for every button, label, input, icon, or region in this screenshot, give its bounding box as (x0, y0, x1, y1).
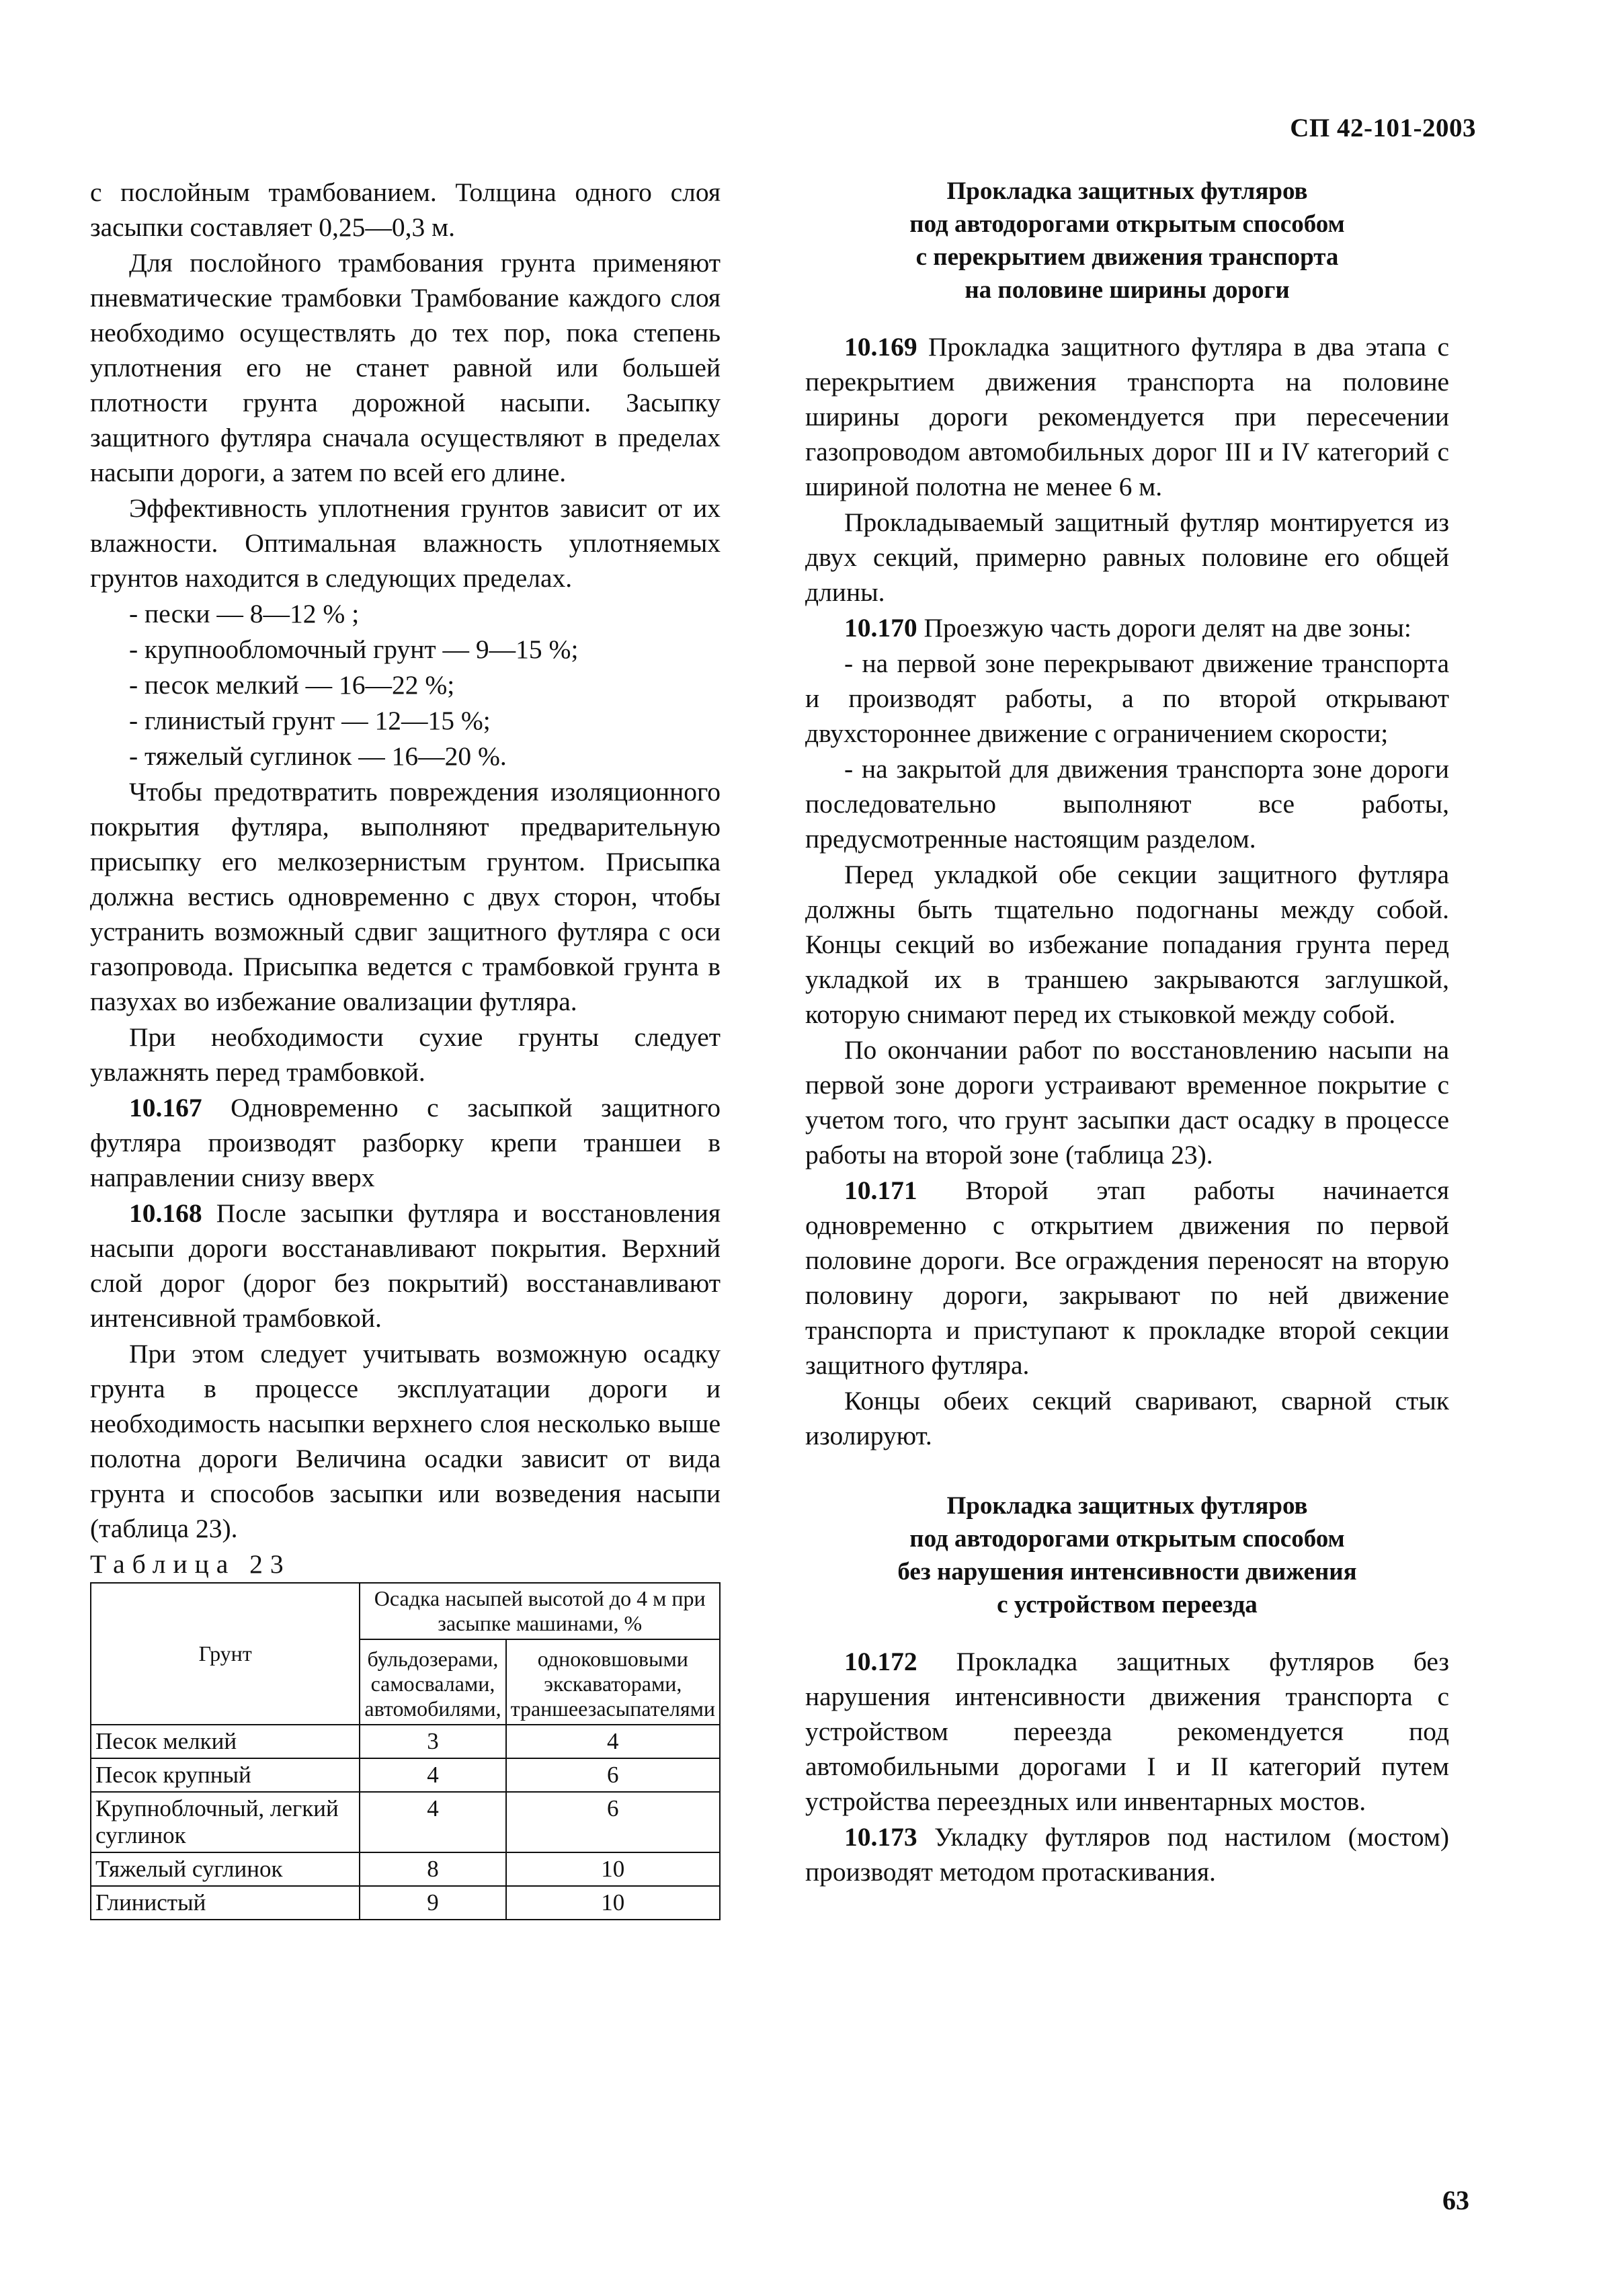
clause-10-171 (805, 1173, 1449, 1383)
table-23 (90, 1582, 721, 1920)
cell-value-a: 4 (360, 1758, 505, 1792)
table-row (91, 1758, 720, 1792)
cell-soil: Тяжелый суглинок (91, 1852, 360, 1886)
clause-number: 10.173 (844, 1822, 917, 1852)
clause-10-170 (805, 610, 1449, 645)
page-number: 63 (1442, 2185, 1469, 2215)
paragraph: Прокладываемый защитный футляр монтируется из двух секций, примерно равных половине его общей длины. (805, 507, 1449, 607)
cell-value-a: 3 (360, 1725, 505, 1758)
section-heading (805, 175, 1449, 306)
heading-line: под автодорогами открытым способом (909, 1525, 1345, 1553)
paragraph: Для послойного трамбования грунта применяют пневматические трамбовки Трамбование каждого слоя необходимо осуществлять до тех пор, пока степень уплотнения его не станет равной или большей плотности грунта дорожной насыпи. Засыпку защитного футляра сначала осуществляют в пределах насыпи дороги, а затем по всей его длине. (90, 248, 721, 487)
right-column (805, 175, 1449, 1890)
clause-10-167 (90, 1090, 721, 1195)
paragraph: с послойным трамбованием. Толщина одного слоя засыпки составляет 0,25—0,3 м. (90, 177, 721, 242)
clause-text: Укладку футляров под настилом (мостом) производят методом протаскивания. (805, 1822, 1449, 1887)
cell-value-b: 10 (506, 1852, 720, 1886)
clause-number: 10.167 (129, 1093, 202, 1122)
table-row (91, 1886, 720, 1920)
clause-text: Проезжую часть дороги делят на две зоны: (917, 613, 1411, 643)
cell-soil: Крупноблочный, легкий суглинок (91, 1792, 360, 1852)
cell-value-b: 6 (506, 1758, 720, 1792)
paragraph: Чтобы предотвратить повреждения изоляционного покрытия футляра, выполняют предварительную присыпку его мелкозернистым грунтом. Присыпка должна вестись одновременно с двух сторон, чтобы устранить возможный сдвиг защитного футляра с оси газопровода. Присыпка ведется с трамбовкой грунта в пазухах во избежание овализации футляра. (90, 777, 721, 1016)
clause-10-169 (805, 329, 1449, 504)
cell-value-b: 10 (506, 1886, 720, 1920)
paragraph: При необходимости сухие грунты следует увлажнять перед трамбовкой. (90, 1022, 721, 1087)
list-item: - пески — 8—12 % ; (129, 599, 360, 628)
list-item: - на закрытой для движения транспорта зоне дороги последовательно выполняют все работы, предусмотренные настоящим разделом. (805, 754, 1449, 854)
list-item: - песок мелкий — 16—22 %; (129, 670, 455, 700)
clause-number: 10.171 (844, 1176, 917, 1205)
table-row (91, 1792, 720, 1852)
heading-line: под автодорогами открытым способом (909, 210, 1345, 238)
clause-number: 10.169 (844, 332, 917, 362)
clause-text: Прокладка защитных футляров без нарушения интенсивности движения транспорта с устройством переезда рекомендуется под автомобильными дорогами I и II категорий путем устройства переездных или инвентарных мостов. (805, 1647, 1449, 1816)
clause-text: Прокладка защитного футляра в два этапа с перекрытием движения транспорта на половине ширины дороги рекомендуется при пересечении газопроводом автомобильных дорог III и IV категорий с шириной полотна не менее 6 м. (805, 332, 1449, 501)
clause-text: После засыпки футляра и восстановления насыпи дороги восстанавливают покрытия. Верхний слой дорог (дорог без покрытий) восстанавливают интенсивной трамбовкой. (90, 1198, 721, 1333)
table-row (91, 1725, 720, 1758)
clause-number: 10.170 (844, 613, 917, 643)
heading-line: Прокладка защитных футляров (946, 177, 1308, 205)
cell-value-b: 6 (506, 1792, 720, 1852)
heading-line: Прокладка защитных футляров (946, 1492, 1308, 1520)
clause-number: 10.172 (844, 1647, 917, 1676)
cell-value-b: 4 (506, 1725, 720, 1758)
list-item: - тяжелый суглинок — 16—20 %. (129, 741, 507, 771)
cell-soil: Песок мелкий (91, 1725, 360, 1758)
clause-text: Одновременно с засыпкой защитного футляра производят разборку крепи траншеи в направлении снизу вверх (90, 1093, 721, 1192)
cell-value-a: 9 (360, 1886, 505, 1920)
list-item: - крупнообломочный грунт — 9—15 %; (129, 634, 579, 664)
list-item: - глинистый грунт — 12—15 %; (129, 706, 491, 735)
cell-value-a: 4 (360, 1792, 505, 1852)
clause-10-172 (805, 1644, 1449, 1819)
cell-soil: Глинистый (91, 1886, 360, 1920)
clause-10-173 (805, 1819, 1449, 1889)
clause-number: 10.168 (129, 1198, 202, 1228)
heading-line: без нарушения интенсивности движения (897, 1558, 1357, 1586)
heading-line: с устройством переезда (997, 1591, 1258, 1618)
col-header-excavator: одноковшовыми экскаваторами, траншеезасыпателями (506, 1639, 720, 1725)
table-label: Таблица 23 (90, 1549, 291, 1579)
paragraph: Эффективность уплотнения грунтов зависит от их влажности. Оптимальная влажность уплотняемых грунтов находится в следующих пределах. (90, 493, 721, 593)
table-row (91, 1852, 720, 1886)
paragraph: Концы обеих секций сваривают, сварной стык изолируют. (805, 1386, 1449, 1450)
section-heading (805, 1489, 1449, 1621)
col-header-bulldozer: бульдозерами, самосвалами, автомобилями, (360, 1639, 505, 1725)
left-column (90, 175, 721, 1920)
paragraph: Перед укладкой обе секции защитного футляра должны быть тщательно подогнаны между собой. Концы секций во избежание попадания грунта перед укладкой их в траншею закрываются заглушкой, которую снимают перед их стыковкой между собой. (805, 860, 1449, 1029)
table-header-row (91, 1583, 720, 1639)
col-header-group: Осадка насыпей высотой до 4 м при засыпке машинами, % (360, 1583, 720, 1639)
heading-line: с перекрытием движения транспорта (915, 243, 1339, 271)
paragraph: При этом следует учитывать возможную осадку грунта в процессе эксплуатации дороги и необходимость насыпки верхнего слоя несколько выше полотна дороги Величина осадки зависит от вида грунта и способов засыпки или возведения насыпи (таблица 23). (90, 1339, 721, 1543)
clause-10-168 (90, 1196, 721, 1336)
col-header-grunt: Грунт (91, 1583, 360, 1725)
clause-text: Второй этап работы начинается одновременно с открытием движения по первой половине дороги. Все ограждения переносят на вторую половину дороги, закрывают по ней движение транспорта и приступают к прокладке второй секции защитного футляра. (805, 1176, 1449, 1380)
list-item: - на первой зоне перекрывают движение транспорта и производят работы, а по второй открывают двухстороннее движение с ограничением скорости; (805, 649, 1449, 748)
cell-value-a: 8 (360, 1852, 505, 1886)
paragraph: По окончании работ по восстановлению насыпи на первой зоне дороги устраивают временное покрытие с учетом того, что грунт засыпки даст осадку в процессе работы на второй зоне (таблица 23). (805, 1035, 1449, 1170)
cell-soil: Песок крупный (91, 1758, 360, 1792)
document-code: СП 42-101-2003 (1290, 114, 1476, 142)
heading-line: на половине ширины дороги (965, 276, 1290, 304)
